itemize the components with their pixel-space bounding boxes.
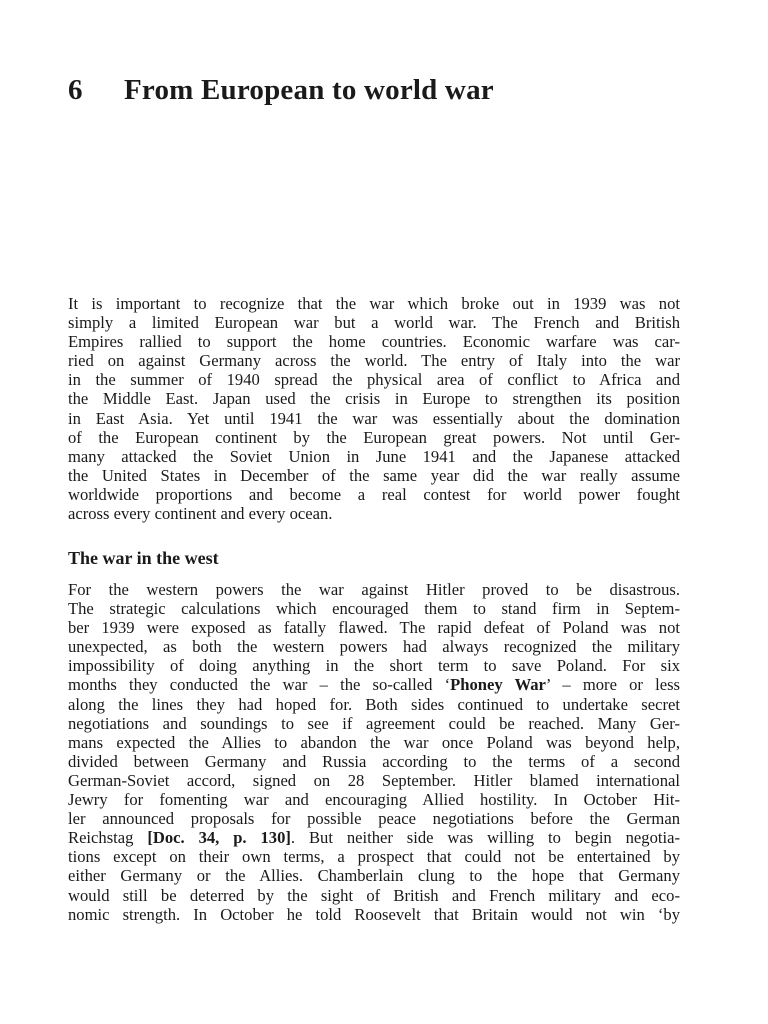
text-run: months they conducted the war – the so-called ‘ — [68, 675, 451, 695]
intro-paragraph — [68, 294, 680, 523]
document-reference: [Doc. 34, p. 130] — [147, 828, 291, 848]
text-run: . But neither side was willing to begin negotia- — [290, 828, 680, 848]
text-line: nomic strength. In October he told Roosevelt that Britain would not win ‘by — [68, 904, 680, 924]
text-line: ber 1939 were exposed as fatally flawed. The rapid defeat of Poland was not — [68, 618, 680, 638]
chapter-title — [68, 74, 494, 107]
text-line: The strategic calculations which encouraged them to stand firm in Septem- — [68, 599, 680, 619]
text-line: ler announced proposals for possible peace negotiations before the German — [68, 809, 680, 829]
book-page — [68, 0, 680, 1024]
text-line: Jewry for fomenting war and encouraging Allied hostility. In October Hit- — [68, 790, 680, 810]
text-run: ’ – more or less — [545, 675, 680, 695]
text-line: negotiations and soundings to see if agreement could be reached. Many Ger- — [68, 713, 680, 733]
text-line: the Middle East. Japan used the crisis in Europe to strengthen its position — [68, 389, 680, 409]
text-line: divided between Germany and Russia according to the terms of a second — [68, 751, 680, 771]
text-line: across every continent and every ocean. — [68, 504, 333, 524]
text-line: For the western powers the war against Hitler proved to be disastrous. — [68, 580, 680, 599]
text-line: simply a limited European war but a world war. The French and British — [68, 313, 680, 333]
text-line — [68, 828, 680, 847]
chapter-title-text: From European to world war — [124, 74, 494, 106]
text-run: Reichstag — [68, 828, 148, 848]
text-line: ried on against Germany across the world. The entry of Italy into the war — [68, 351, 680, 371]
text-line: worldwide proportions and become a real contest for world power fought — [68, 484, 680, 504]
text-line: would still be deterred by the sight of British and French military and eco- — [68, 885, 680, 905]
text-line: mans expected the Allies to abandon the war once Poland was beyond help, — [68, 732, 680, 752]
chapter-number: 6 — [68, 74, 83, 106]
text-line: Empires rallied to support the home countries. Economic warfare was car- — [68, 332, 680, 352]
text-line — [68, 675, 680, 694]
section-heading: The war in the west — [68, 548, 219, 568]
text-line: German-Soviet accord, signed on 28 September. Hitler blamed international — [68, 770, 680, 790]
text-line: It is important to recognize that the war which broke out in 1939 was not — [68, 294, 680, 313]
text-line: impossibility of doing anything in the short term to save Poland. For six — [68, 656, 680, 676]
text-line: in East Asia. Yet until 1941 the war was essentially about the domination — [68, 408, 680, 428]
text-line: either Germany or the Allies. Chamberlain clung to the hope that Germany — [68, 866, 680, 886]
text-line: many attacked the Soviet Union in June 1941 and the Japanese attacked — [68, 446, 680, 466]
text-line: the United States in December of the same year did the war really assume — [68, 465, 680, 485]
section-paragraph — [68, 580, 680, 924]
text-line: tions except on their own terms, a prospect that could not be entertained by — [68, 847, 680, 867]
text-line: unexpected, as both the western powers had always recognized the military — [68, 637, 680, 657]
phoney-war-term: Phoney War — [450, 675, 546, 695]
text-line: along the lines they had hoped for. Both sides continued to undertake secret — [68, 694, 680, 714]
text-line: in the summer of 1940 spread the physical area of conflict to Africa and — [68, 370, 680, 390]
text-line: of the European continent by the European great powers. Not until Ger- — [68, 427, 680, 447]
